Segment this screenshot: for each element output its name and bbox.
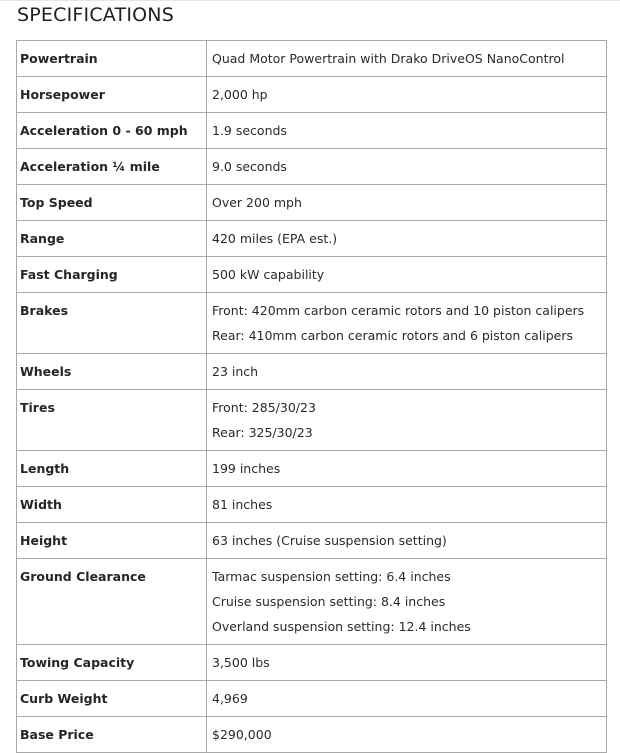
spec-row — [17, 717, 607, 753]
spec-value-line: 2,000 hp — [212, 87, 268, 102]
spec-row — [17, 645, 607, 681]
spec-value-line: Rear: 410mm carbon ceramic rotors and 6 piston calipers — [212, 328, 573, 343]
spec-row — [17, 523, 607, 559]
spec-label — [17, 293, 207, 354]
spec-value-line: 63 inches (Cruise suspension setting) — [212, 533, 447, 548]
spec-label — [17, 221, 207, 257]
spec-label — [17, 559, 207, 645]
spec-value-line: 4,969 — [212, 691, 248, 706]
spec-label-text: Top Speed — [20, 195, 93, 210]
spec-row — [17, 257, 607, 293]
specifications-table-body — [17, 41, 607, 753]
spec-label-text: Fast Charging — [20, 267, 118, 282]
spec-value — [207, 113, 607, 149]
spec-value-line: Tarmac suspension setting: 6.4 inches — [212, 569, 451, 584]
spec-label — [17, 645, 207, 681]
spec-label — [17, 354, 207, 390]
spec-value — [207, 717, 607, 753]
spec-row — [17, 390, 607, 451]
spec-value — [207, 523, 607, 559]
spec-value-line: 420 miles (EPA est.) — [212, 231, 338, 246]
spec-label-text: Wheels — [20, 364, 72, 379]
spec-row — [17, 451, 607, 487]
spec-value — [207, 149, 607, 185]
spec-row — [17, 185, 607, 221]
spec-value-line: 9.0 seconds — [212, 159, 287, 174]
spec-label-text: Powertrain — [20, 51, 98, 66]
spec-label — [17, 77, 207, 113]
spec-label-text: Horsepower — [20, 87, 105, 102]
spec-value-line: 23 inch — [212, 364, 259, 379]
spec-label-text: Height — [20, 533, 68, 548]
spec-label-text: Width — [20, 497, 62, 512]
spec-label-text: Acceleration ¼ mile — [20, 159, 160, 174]
spec-value — [207, 257, 607, 293]
specifications-table — [16, 40, 607, 753]
spec-value — [207, 451, 607, 487]
spec-row — [17, 487, 607, 523]
spec-value-line: 199 inches — [212, 461, 281, 476]
spec-label-text: Towing Capacity — [20, 655, 135, 670]
spec-value — [207, 487, 607, 523]
spec-label-text: Range — [20, 231, 65, 246]
spec-label — [17, 257, 207, 293]
spec-label-text: Acceleration 0 - 60 mph — [20, 123, 188, 138]
spec-value — [207, 77, 607, 113]
spec-row — [17, 221, 607, 257]
spec-label — [17, 451, 207, 487]
spec-value — [207, 390, 607, 451]
spec-label — [17, 717, 207, 753]
spec-value-line: 81 inches — [212, 497, 273, 512]
spec-label — [17, 41, 207, 77]
spec-label — [17, 113, 207, 149]
spec-row — [17, 354, 607, 390]
spec-value — [207, 185, 607, 221]
spec-row — [17, 113, 607, 149]
spec-value-line: Front: 420mm carbon ceramic rotors and 10 piston calipers — [212, 303, 585, 318]
spec-row — [17, 293, 607, 354]
spec-value-line: Cruise suspension setting: 8.4 inches — [212, 594, 446, 609]
spec-value-line: 500 kW capability — [212, 267, 325, 282]
spec-label — [17, 523, 207, 559]
spec-label-text: Length — [20, 461, 70, 476]
spec-value — [207, 354, 607, 390]
spec-label — [17, 185, 207, 221]
spec-value-line: 3,500 lbs — [212, 655, 270, 670]
page-title: SPECIFICATIONS — [17, 4, 174, 26]
spec-value — [207, 221, 607, 257]
spec-label-text: Base Price — [20, 727, 94, 742]
spec-label — [17, 149, 207, 185]
spec-row — [17, 77, 607, 113]
spec-label — [17, 390, 207, 451]
spec-label-text: Brakes — [20, 303, 69, 318]
spec-label-text: Tires — [20, 400, 55, 415]
spec-value-line: Rear: 325/30/23 — [212, 425, 313, 440]
spec-value — [207, 559, 607, 645]
spec-row — [17, 149, 607, 185]
spec-row — [17, 559, 607, 645]
spec-value-line: Front: 285/30/23 — [212, 400, 316, 415]
spec-value-line: Quad Motor Powertrain with Drako DriveOS NanoControl — [212, 51, 565, 66]
spec-label-text: Curb Weight — [20, 691, 108, 706]
spec-row — [17, 41, 607, 77]
spec-value-line: 1.9 seconds — [212, 123, 287, 138]
spec-value — [207, 41, 607, 77]
spec-value-line: Over 200 mph — [212, 195, 302, 210]
spec-label — [17, 487, 207, 523]
spec-label-text: Ground Clearance — [20, 569, 146, 584]
spec-value-line: Overland suspension setting: 12.4 inches — [212, 619, 471, 634]
top-divider — [0, 0, 620, 1]
spec-value — [207, 645, 607, 681]
spec-value-line: $290,000 — [212, 727, 272, 742]
spec-value — [207, 293, 607, 354]
